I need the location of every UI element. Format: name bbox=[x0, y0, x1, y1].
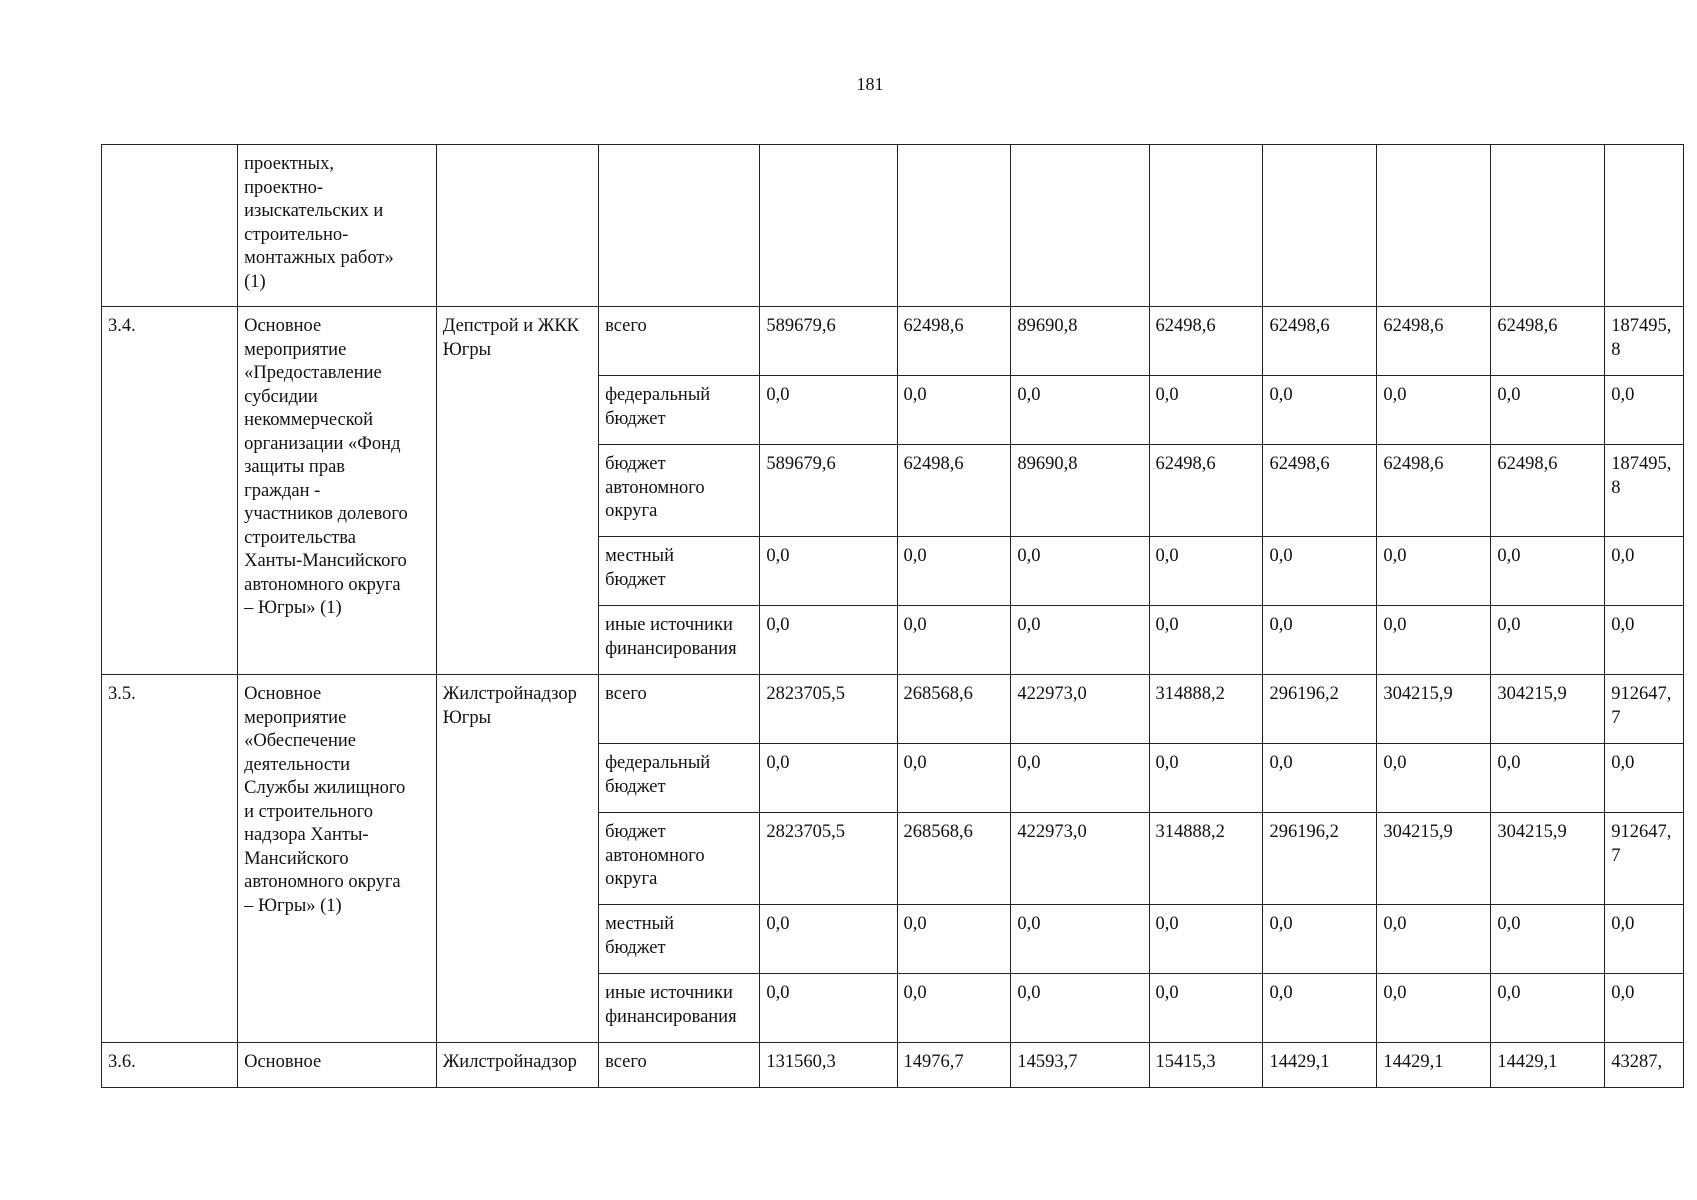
value-cell bbox=[1605, 813, 1684, 905]
value: 0,0 bbox=[1017, 983, 1041, 1003]
funding-source-cell bbox=[599, 905, 760, 974]
value: 0,0 bbox=[1155, 983, 1179, 1003]
value-cell bbox=[897, 445, 1011, 537]
value: 0,0 bbox=[1017, 914, 1041, 934]
value: 912647,7 bbox=[1611, 684, 1672, 728]
value-cell bbox=[1605, 1043, 1684, 1088]
executor-line: Югры bbox=[442, 707, 492, 728]
value: 0,0 bbox=[1017, 546, 1041, 566]
value-cell bbox=[1263, 606, 1377, 675]
value: 314888,2 bbox=[1155, 684, 1225, 704]
value-cell bbox=[1149, 675, 1263, 744]
activity-name-line: – Югры» (1) bbox=[244, 598, 342, 618]
activity-name-line: Ханты-Мансийского bbox=[244, 551, 407, 571]
activity-name-line: «Предоставление bbox=[244, 363, 382, 383]
value-cell bbox=[1149, 307, 1263, 376]
value-cell bbox=[1011, 974, 1149, 1043]
funding-source-line: бюджет bbox=[605, 454, 666, 474]
value-cell bbox=[1605, 606, 1684, 675]
value: 0,0 bbox=[1383, 615, 1407, 635]
page-number: 181 bbox=[856, 74, 884, 94]
value-cell bbox=[1263, 813, 1377, 905]
funding-source-line: автономного bbox=[605, 477, 705, 498]
value: 0,0 bbox=[1497, 983, 1521, 1003]
table-row bbox=[102, 145, 1684, 307]
section-code: 3.4. bbox=[108, 316, 136, 336]
table-row bbox=[102, 307, 1684, 376]
activity-name-line: проектно- bbox=[244, 177, 324, 198]
funding-source-line: местный bbox=[605, 914, 674, 934]
value: 2823705,5 bbox=[766, 822, 845, 842]
value-cell bbox=[897, 606, 1011, 675]
table-row bbox=[102, 675, 1684, 744]
value: 589679,6 bbox=[766, 316, 836, 336]
value: 304215,9 bbox=[1497, 684, 1567, 704]
value: 131560,3 bbox=[766, 1052, 836, 1072]
value: 62498,6 bbox=[903, 316, 964, 336]
value: 0,0 bbox=[1497, 753, 1521, 773]
value-cell bbox=[897, 905, 1011, 974]
activity-name-line: строительно- bbox=[244, 224, 349, 245]
activity-name-cell bbox=[238, 307, 437, 675]
activity-name-cell bbox=[238, 675, 437, 1043]
table-body bbox=[102, 145, 1684, 1088]
financing-table bbox=[101, 144, 1684, 1088]
value-cell bbox=[760, 675, 897, 744]
activity-name-line: субсидии bbox=[244, 386, 318, 407]
activity-name-line: Основное bbox=[244, 684, 322, 704]
value: 0,0 bbox=[1611, 385, 1635, 405]
value-cell bbox=[1605, 744, 1684, 813]
value-cell bbox=[1263, 307, 1377, 376]
activity-name-line: защиты прав bbox=[244, 457, 346, 477]
value: 14429,1 bbox=[1269, 1052, 1330, 1072]
value: 296196,2 bbox=[1269, 822, 1339, 842]
value-cell bbox=[1149, 445, 1263, 537]
value-cell bbox=[1149, 376, 1263, 445]
funding-source-line: бюджет bbox=[605, 569, 666, 590]
empty-cell bbox=[1263, 145, 1377, 307]
value: 0,0 bbox=[903, 546, 927, 566]
value: 0,0 bbox=[1383, 546, 1407, 566]
value: 0,0 bbox=[903, 385, 927, 405]
value-cell bbox=[1011, 675, 1149, 744]
empty-cell bbox=[897, 145, 1011, 307]
value: 0,0 bbox=[766, 753, 790, 773]
value-cell bbox=[760, 974, 897, 1043]
value-cell bbox=[1491, 744, 1605, 813]
value: 0,0 bbox=[1383, 753, 1407, 773]
value-cell bbox=[1491, 537, 1605, 606]
value: 0,0 bbox=[1155, 914, 1179, 934]
funding-source-line: всего bbox=[605, 316, 647, 336]
activity-name-line: Основное bbox=[244, 1052, 322, 1072]
funding-source-cell bbox=[599, 974, 760, 1043]
value-cell bbox=[1377, 307, 1491, 376]
value-cell bbox=[1605, 974, 1684, 1043]
value: 62498,6 bbox=[1383, 454, 1444, 474]
activity-name-line: мероприятие bbox=[244, 339, 347, 360]
value-cell bbox=[1263, 445, 1377, 537]
empty-cell bbox=[760, 145, 897, 307]
empty-cell bbox=[599, 145, 760, 307]
value: 0,0 bbox=[1155, 615, 1179, 635]
empty-cell bbox=[1377, 145, 1491, 307]
activity-name-line: участников долевого bbox=[244, 504, 408, 524]
value-cell bbox=[760, 1043, 897, 1088]
value-cell bbox=[1377, 675, 1491, 744]
value-cell bbox=[1263, 675, 1377, 744]
value-cell bbox=[1149, 974, 1263, 1043]
funding-source-line: автономного bbox=[605, 845, 705, 866]
activity-name-line: некоммерческой bbox=[244, 410, 373, 430]
executor-cell bbox=[436, 675, 598, 1043]
value: 0,0 bbox=[1269, 914, 1293, 934]
funding-source-line: бюджет bbox=[605, 937, 666, 958]
activity-name-line: автономного округа bbox=[244, 574, 401, 595]
value-cell bbox=[897, 307, 1011, 376]
code-cell bbox=[102, 675, 238, 1043]
value-cell bbox=[1491, 813, 1605, 905]
executor-line: Жилстройнадзор bbox=[442, 1052, 577, 1072]
value: 0,0 bbox=[903, 615, 927, 635]
value-cell bbox=[1491, 606, 1605, 675]
funding-source-line: финансирования bbox=[605, 1006, 737, 1027]
value: 0,0 bbox=[1155, 546, 1179, 566]
funding-source-cell bbox=[599, 606, 760, 675]
value-cell bbox=[1491, 905, 1605, 974]
funding-source-line: бюджет bbox=[605, 822, 666, 842]
activity-name-line: «Обеспечение bbox=[244, 731, 356, 751]
funding-source-line: иные источники bbox=[605, 615, 733, 635]
activity-name-line: организации «Фонд bbox=[244, 433, 401, 454]
activity-name-line: надзора Ханты- bbox=[244, 825, 369, 845]
value-cell bbox=[1011, 307, 1149, 376]
value: 304215,9 bbox=[1383, 684, 1453, 704]
value-cell bbox=[1605, 675, 1684, 744]
value-cell bbox=[760, 813, 897, 905]
funding-source-line: федеральный bbox=[605, 753, 711, 773]
empty-cell bbox=[1491, 145, 1605, 307]
value: 314888,2 bbox=[1155, 822, 1225, 842]
value-cell bbox=[1377, 744, 1491, 813]
value-cell bbox=[1491, 376, 1605, 445]
value-cell bbox=[1377, 974, 1491, 1043]
code-cell bbox=[102, 145, 238, 307]
activity-name-line: (1) bbox=[244, 271, 266, 292]
value: 0,0 bbox=[1497, 546, 1521, 566]
value-cell bbox=[1149, 1043, 1263, 1088]
value-cell bbox=[760, 537, 897, 606]
value-cell bbox=[897, 376, 1011, 445]
empty-cell bbox=[436, 145, 598, 307]
value-cell bbox=[1011, 813, 1149, 905]
value-cell bbox=[1011, 905, 1149, 974]
value: 268568,6 bbox=[903, 822, 973, 842]
value-cell bbox=[1605, 905, 1684, 974]
activity-name-line: автономного округа bbox=[244, 872, 401, 892]
value: 0,0 bbox=[1611, 753, 1635, 773]
value-cell bbox=[1149, 606, 1263, 675]
funding-source-cell bbox=[599, 307, 760, 376]
section-code: 3.5. bbox=[108, 684, 136, 704]
activity-name-line: Основное bbox=[244, 316, 322, 336]
activity-name-line: строительства bbox=[244, 527, 356, 548]
value-cell bbox=[1149, 537, 1263, 606]
value: 0,0 bbox=[1155, 753, 1179, 773]
value: 0,0 bbox=[1611, 546, 1635, 566]
activity-name-line: Мансийского bbox=[244, 848, 349, 869]
value: 0,0 bbox=[903, 983, 927, 1003]
value-cell bbox=[1011, 445, 1149, 537]
value-cell bbox=[1491, 307, 1605, 376]
value-cell bbox=[1377, 537, 1491, 606]
value-cell bbox=[897, 974, 1011, 1043]
executor-line: Югры bbox=[442, 339, 492, 360]
value: 14429,1 bbox=[1383, 1052, 1444, 1072]
funding-source-line: бюджет bbox=[605, 776, 666, 797]
activity-name-line: и строительного bbox=[244, 801, 374, 822]
value: 62498,6 bbox=[1269, 454, 1330, 474]
value-cell bbox=[897, 813, 1011, 905]
value: 43287, bbox=[1611, 1052, 1663, 1072]
value-cell bbox=[1263, 974, 1377, 1043]
value: 89690,8 bbox=[1017, 316, 1078, 336]
empty-cell bbox=[1605, 145, 1684, 307]
value-cell bbox=[1011, 744, 1149, 813]
value-cell bbox=[1605, 537, 1684, 606]
value: 89690,8 bbox=[1017, 454, 1078, 474]
activity-name-line: – Югры» (1) bbox=[244, 895, 342, 916]
value-cell bbox=[1605, 307, 1684, 376]
value-cell bbox=[1263, 905, 1377, 974]
code-cell bbox=[102, 307, 238, 675]
code-cell bbox=[102, 1043, 238, 1088]
value-cell bbox=[1605, 376, 1684, 445]
funding-source-line: всего bbox=[605, 1052, 647, 1072]
value: 0,0 bbox=[1155, 385, 1179, 405]
value: 62498,6 bbox=[1155, 454, 1216, 474]
value: 62498,6 bbox=[1383, 316, 1444, 336]
value: 304215,9 bbox=[1383, 822, 1453, 842]
value-cell bbox=[1491, 445, 1605, 537]
value: 0,0 bbox=[1269, 615, 1293, 635]
activity-name-cell bbox=[238, 145, 437, 307]
value: 912647,7 bbox=[1611, 822, 1672, 866]
funding-source-cell bbox=[599, 1043, 760, 1088]
value-cell bbox=[1377, 445, 1491, 537]
table-row bbox=[102, 1043, 1684, 1088]
funding-source-line: федеральный bbox=[605, 385, 711, 405]
funding-source-cell bbox=[599, 445, 760, 537]
value-cell bbox=[760, 307, 897, 376]
funding-source-cell bbox=[599, 813, 760, 905]
value: 62498,6 bbox=[1497, 454, 1558, 474]
value: 0,0 bbox=[1017, 753, 1041, 773]
value: 589679,6 bbox=[766, 454, 836, 474]
value: 0,0 bbox=[1017, 615, 1041, 635]
value: 0,0 bbox=[903, 914, 927, 934]
activity-name-line: деятельности bbox=[244, 754, 351, 775]
value-cell bbox=[1605, 445, 1684, 537]
funding-source-line: всего bbox=[605, 684, 647, 704]
value: 14593,7 bbox=[1017, 1052, 1078, 1072]
value-cell bbox=[1377, 813, 1491, 905]
value-cell bbox=[1491, 675, 1605, 744]
value: 0,0 bbox=[1611, 615, 1635, 635]
value: 0,0 bbox=[1383, 914, 1407, 934]
value: 14976,7 bbox=[903, 1052, 964, 1072]
value-cell bbox=[1011, 606, 1149, 675]
value: 187495,8 bbox=[1611, 316, 1672, 360]
value: 62498,6 bbox=[1497, 316, 1558, 336]
value: 0,0 bbox=[1269, 546, 1293, 566]
value-cell bbox=[1011, 537, 1149, 606]
value: 0,0 bbox=[766, 914, 790, 934]
value: 0,0 bbox=[1611, 914, 1635, 934]
funding-source-line: местный bbox=[605, 546, 674, 566]
value: 0,0 bbox=[1269, 385, 1293, 405]
value-cell bbox=[760, 744, 897, 813]
funding-source-cell bbox=[599, 537, 760, 606]
value-cell bbox=[1377, 376, 1491, 445]
value: 0,0 bbox=[903, 753, 927, 773]
value-cell bbox=[760, 445, 897, 537]
value: 62498,6 bbox=[1269, 316, 1330, 336]
value: 0,0 bbox=[1269, 983, 1293, 1003]
value: 268568,6 bbox=[903, 684, 973, 704]
value-cell bbox=[1149, 813, 1263, 905]
funding-source-line: округа bbox=[605, 869, 658, 889]
value-cell bbox=[1263, 537, 1377, 606]
value: 0,0 bbox=[766, 983, 790, 1003]
value: 0,0 bbox=[1497, 914, 1521, 934]
executor-cell bbox=[436, 1043, 598, 1088]
value: 2823705,5 bbox=[766, 684, 845, 704]
activity-name-cell bbox=[238, 1043, 437, 1088]
value: 187495,8 bbox=[1611, 454, 1672, 498]
funding-source-cell bbox=[599, 376, 760, 445]
activity-name-line: граждан - bbox=[244, 480, 321, 501]
value: 0,0 bbox=[1269, 753, 1293, 773]
value-cell bbox=[760, 905, 897, 974]
value: 62498,6 bbox=[903, 454, 964, 474]
value-cell bbox=[1149, 744, 1263, 813]
activity-name-line: проектных, bbox=[244, 154, 334, 174]
value-cell bbox=[760, 606, 897, 675]
value: 14429,1 bbox=[1497, 1052, 1558, 1072]
value-cell bbox=[897, 744, 1011, 813]
value-cell bbox=[897, 1043, 1011, 1088]
value-cell bbox=[1149, 905, 1263, 974]
funding-source-line: финансирования bbox=[605, 638, 737, 659]
value: 0,0 bbox=[1497, 385, 1521, 405]
value: 422973,0 bbox=[1017, 822, 1087, 842]
value-cell bbox=[760, 376, 897, 445]
value-cell bbox=[1011, 376, 1149, 445]
funding-source-cell bbox=[599, 744, 760, 813]
executor-line: Жилстройнадзор bbox=[442, 684, 577, 704]
value-cell bbox=[897, 675, 1011, 744]
funding-source-line: округа bbox=[605, 501, 658, 521]
value: 0,0 bbox=[1497, 615, 1521, 635]
value-cell bbox=[1377, 1043, 1491, 1088]
activity-name-line: мероприятие bbox=[244, 707, 347, 728]
executor-cell bbox=[436, 307, 598, 675]
value-cell bbox=[1491, 1043, 1605, 1088]
value: 62498,6 bbox=[1155, 316, 1216, 336]
empty-cell bbox=[1011, 145, 1149, 307]
value-cell bbox=[1491, 974, 1605, 1043]
value-cell bbox=[1377, 606, 1491, 675]
value: 15415,3 bbox=[1155, 1052, 1216, 1072]
value-cell bbox=[1263, 744, 1377, 813]
activity-name-line: Службы жилищного bbox=[244, 778, 406, 798]
activity-name-line: изыскательских и bbox=[244, 201, 384, 221]
value: 296196,2 bbox=[1269, 684, 1339, 704]
value-cell bbox=[1011, 1043, 1149, 1088]
value: 0,0 bbox=[766, 546, 790, 566]
funding-source-cell bbox=[599, 675, 760, 744]
activity-name-line: монтажных работ» bbox=[244, 248, 394, 268]
funding-source-line: иные источники bbox=[605, 983, 733, 1003]
executor-line: Депстрой и ЖКК bbox=[442, 316, 580, 336]
value: 0,0 bbox=[766, 385, 790, 405]
value: 304215,9 bbox=[1497, 822, 1567, 842]
value-cell bbox=[1377, 905, 1491, 974]
section-code: 3.6. bbox=[108, 1052, 136, 1072]
value-cell bbox=[897, 537, 1011, 606]
value-cell bbox=[1263, 376, 1377, 445]
value: 422973,0 bbox=[1017, 684, 1087, 704]
value-cell bbox=[1263, 1043, 1377, 1088]
funding-source-line: бюджет bbox=[605, 408, 666, 429]
value: 0,0 bbox=[1611, 983, 1635, 1003]
value: 0,0 bbox=[1383, 385, 1407, 405]
value: 0,0 bbox=[1383, 983, 1407, 1003]
empty-cell bbox=[1149, 145, 1263, 307]
value: 0,0 bbox=[766, 615, 790, 635]
value: 0,0 bbox=[1017, 385, 1041, 405]
